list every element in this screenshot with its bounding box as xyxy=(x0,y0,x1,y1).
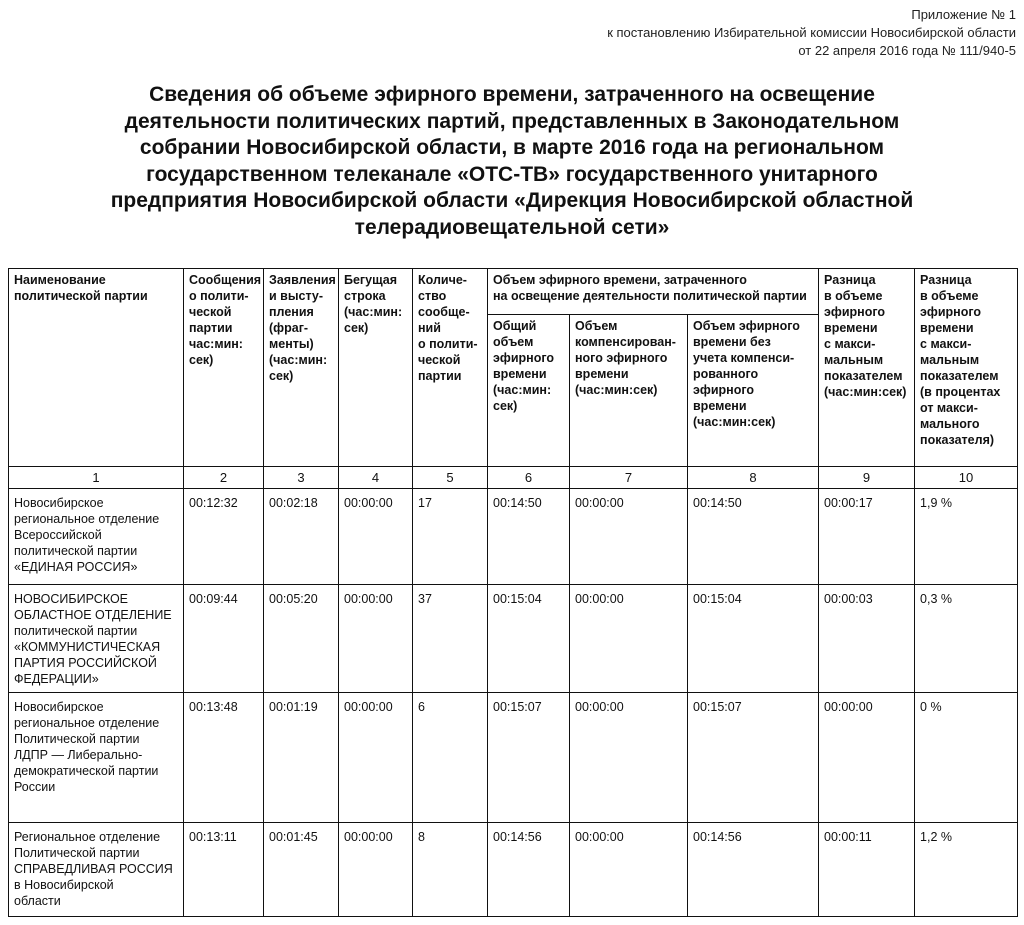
header-total: Общий объем эфирного времени (час:мин: сек) xyxy=(488,315,570,467)
column-number: 3 xyxy=(264,467,339,489)
diff-pct-cell: 1,2 % xyxy=(915,823,1018,917)
ticker-cell: 00:00:00 xyxy=(339,693,413,823)
column-number-row xyxy=(9,467,1018,489)
without-compensated-cell: 00:14:56 xyxy=(688,823,819,917)
compensated-cell: 00:00:00 xyxy=(570,823,688,917)
appendix-line: Приложение № 1 xyxy=(911,7,1016,22)
airtime-report-table xyxy=(8,268,1018,917)
messages-cell: 00:13:11 xyxy=(184,823,264,917)
column-number: 8 xyxy=(688,467,819,489)
header-volume-group: Объем эфирного времени, затраченного на освещение деятельности политической партии xyxy=(488,269,819,315)
count-cell: 17 xyxy=(413,489,488,585)
statements-cell: 00:05:20 xyxy=(264,585,339,693)
title-line: собрании Новосибирской области, в марте 2016 года на региональном xyxy=(139,136,885,159)
messages-cell: 00:09:44 xyxy=(184,585,264,693)
diff-pct-cell: 1,9 % xyxy=(915,489,1018,585)
without-compensated-cell: 00:14:50 xyxy=(688,489,819,585)
header-row xyxy=(9,269,1018,315)
statements-cell: 00:02:18 xyxy=(264,489,339,585)
total-cell: 00:14:56 xyxy=(488,823,570,917)
ticker-cell: 00:00:00 xyxy=(339,489,413,585)
header-ticker: Бегущая строка (час:мин: сек) xyxy=(339,269,413,467)
table-row xyxy=(9,823,1018,917)
column-number: 4 xyxy=(339,467,413,489)
diff-pct-cell: 0 % xyxy=(915,693,1018,823)
total-cell: 00:15:04 xyxy=(488,585,570,693)
diff-abs-cell: 00:00:03 xyxy=(819,585,915,693)
header-count: Количе- ство сообще- ний о полити- ческой партии xyxy=(413,269,488,467)
count-cell: 37 xyxy=(413,585,488,693)
header-without-compensated: Объем эфирного времени без учета компенси- рованного эфирного времени (час:мин:сек) xyxy=(688,315,819,467)
column-number: 10 xyxy=(915,467,1018,489)
compensated-cell: 00:00:00 xyxy=(570,489,688,585)
column-number: 2 xyxy=(184,467,264,489)
diff-abs-cell: 00:00:17 xyxy=(819,489,915,585)
messages-cell: 00:13:48 xyxy=(184,693,264,823)
column-number: 6 xyxy=(488,467,570,489)
title-line: Сведения об объеме эфирного времени, затраченного на освещение xyxy=(149,83,875,106)
appendix-line: к постановлению Избирательной комиссии Новосибирской области xyxy=(607,25,1016,40)
column-number: 5 xyxy=(413,467,488,489)
compensated-cell: 00:00:00 xyxy=(570,585,688,693)
header-party-name: Наименование политической партии xyxy=(9,269,184,467)
count-cell: 8 xyxy=(413,823,488,917)
column-number: 1 xyxy=(9,467,184,489)
party-name-cell: Новосибирское региональное отделение Всероссийской политической партии «ЕДИНАЯ РОССИЯ» xyxy=(9,489,184,585)
diff-abs-cell: 00:00:00 xyxy=(819,693,915,823)
column-number: 7 xyxy=(570,467,688,489)
header-diff-abs: Разница в объеме эфирного времени с макси- мальным показателем (час:мин:сек) xyxy=(819,269,915,467)
header-compensated: Объем компенсирован- ного эфирного времени (час:мин:сек) xyxy=(570,315,688,467)
total-cell: 00:15:07 xyxy=(488,693,570,823)
document-title xyxy=(10,82,1014,241)
table-row xyxy=(9,693,1018,823)
header-statements: Заявления и высту- пления (фраг- менты) (час:мин: сек) xyxy=(264,269,339,467)
diff-pct-cell: 0,3 % xyxy=(915,585,1018,693)
table-row xyxy=(9,489,1018,585)
ticker-cell: 00:00:00 xyxy=(339,823,413,917)
appendix-line: от 22 апреля 2016 года № 111/940-5 xyxy=(798,43,1016,58)
without-compensated-cell: 00:15:07 xyxy=(688,693,819,823)
header-messages: Сообщения о полити- ческой партии час:мин: сек) xyxy=(184,269,264,467)
title-line: государственном телеканале «ОТС-ТВ» государственного унитарного xyxy=(146,162,878,186)
title-line: телерадиовещательной сети» xyxy=(354,215,670,239)
header-diff-pct: Разница в объеме эфирного времени с макси- мальным показателем (в процентах от макси- мального показателя) xyxy=(915,269,1018,467)
table-row xyxy=(9,585,1018,693)
party-name-cell: Новосибирское региональное отделение Политической партии ЛДПР — Либерально- демократической партии России xyxy=(9,693,184,823)
party-name-cell: НОВОСИБИРСКОЕ ОБЛАСТНОЕ ОТДЕЛЕНИЕ политической партии «КОММУНИСТИЧЕСКАЯ ПАРТИЯ РОССИЙСКОЙ ФЕДЕРАЦИИ» xyxy=(9,585,184,693)
title-line: деятельности политических партий, представленных в Законодательном xyxy=(124,109,900,133)
compensated-cell: 00:00:00 xyxy=(570,693,688,823)
party-name-cell: Региональное отделение Политической партии СПРАВЕДЛИВАЯ РОССИЯ в Новосибирской области xyxy=(9,823,184,917)
statements-cell: 00:01:19 xyxy=(264,693,339,823)
diff-abs-cell: 00:00:11 xyxy=(819,823,915,917)
messages-cell: 00:12:32 xyxy=(184,489,264,585)
title-line: предприятия Новосибирской области «Дирекция Новосибирской областной xyxy=(110,189,914,212)
column-number: 9 xyxy=(819,467,915,489)
count-cell: 6 xyxy=(413,693,488,823)
total-cell: 00:14:50 xyxy=(488,489,570,585)
statements-cell: 00:01:45 xyxy=(264,823,339,917)
appendix-note xyxy=(607,6,1016,60)
without-compensated-cell: 00:15:04 xyxy=(688,585,819,693)
ticker-cell: 00:00:00 xyxy=(339,585,413,693)
